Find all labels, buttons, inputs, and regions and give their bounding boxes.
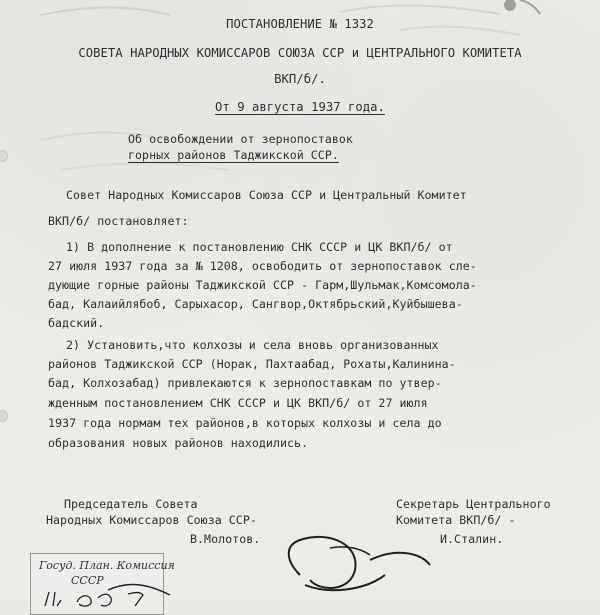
intro-line-2: ВКП/б/ постановляет:: [48, 214, 189, 228]
paragraph-2-line-1: 2) Установить,что колхозы и села вновь организованных: [66, 338, 439, 352]
paragraph-2-line-6: образования новых районов находились.: [48, 436, 309, 450]
signature-left-title-2: Народных Комиссаров Союза ССР-: [46, 513, 257, 527]
paragraph-1-line-5: бадский.: [48, 316, 105, 330]
document-title: ПОСТАНОВЛЕНИЕ № 1332: [226, 17, 374, 31]
paragraph-2-line-2: районов Таджикской ССР (Норак, Пахтаабад, Рохаты,Калинина-: [48, 357, 456, 371]
paragraph-2-line-4: жденным постановлением СНК СССР и ЦК ВКП/б/ от 27 июля: [48, 396, 428, 410]
subject-line-2: горных районов Таджикской ССР.: [128, 148, 339, 162]
paragraph-1-line-1: 1) В дополнение к постановлению СНК СССР и ЦК ВКП/б/ от: [66, 240, 453, 254]
intro-line-1: Совет Народных Комиссаров Союза ССР и Центральный Комитет: [66, 188, 467, 202]
signature-right-title-2: Комитета ВКП/б/ -: [396, 513, 516, 527]
document-date: От 9 августа 1937 года.: [215, 100, 385, 114]
stamp-line-2: СССР: [71, 574, 104, 587]
subject-line-1: Об освобождении от зернопоставок: [128, 132, 353, 146]
signature-left-title-1: Председатель Совета: [64, 497, 198, 511]
signature-right-name: И.Сталин.: [440, 532, 504, 546]
paragraph-2-line-3: бад, Колхозабад) привлекаются к зернопоставкам по утвер-: [48, 376, 442, 390]
stamp-line-1: Госуд. План. Комиссия: [39, 559, 175, 572]
paragraph-1-line-2: 27 июля 1937 года за № 1208, освободить от зернопоставок сле-: [48, 259, 477, 273]
paragraph-2-line-5: 1937 года нормам тех районов,в которых колхозы и села до: [48, 416, 442, 430]
signature-left-name: В.Молотов.: [190, 532, 261, 546]
issuing-bodies: СОВЕТА НАРОДНЫХ КОМИССАРОВ СОЮЗА ССР и ЦЕНТРАЛЬНОГО КОМИТЕТА: [78, 46, 522, 60]
paragraph-1-line-4: бад, Калаийлябоб, Сарыхасор, Сангвор,Октябрьский,Куйбышева-: [48, 297, 463, 311]
paragraph-1-line-3: дующие горные районы Таджикской ССР - Гарм,Шульмак,Комсомола-: [48, 278, 477, 292]
signature-right-title-1: Секретарь Центрального: [396, 497, 551, 511]
issuing-party: ВКП/б/.: [274, 72, 326, 86]
